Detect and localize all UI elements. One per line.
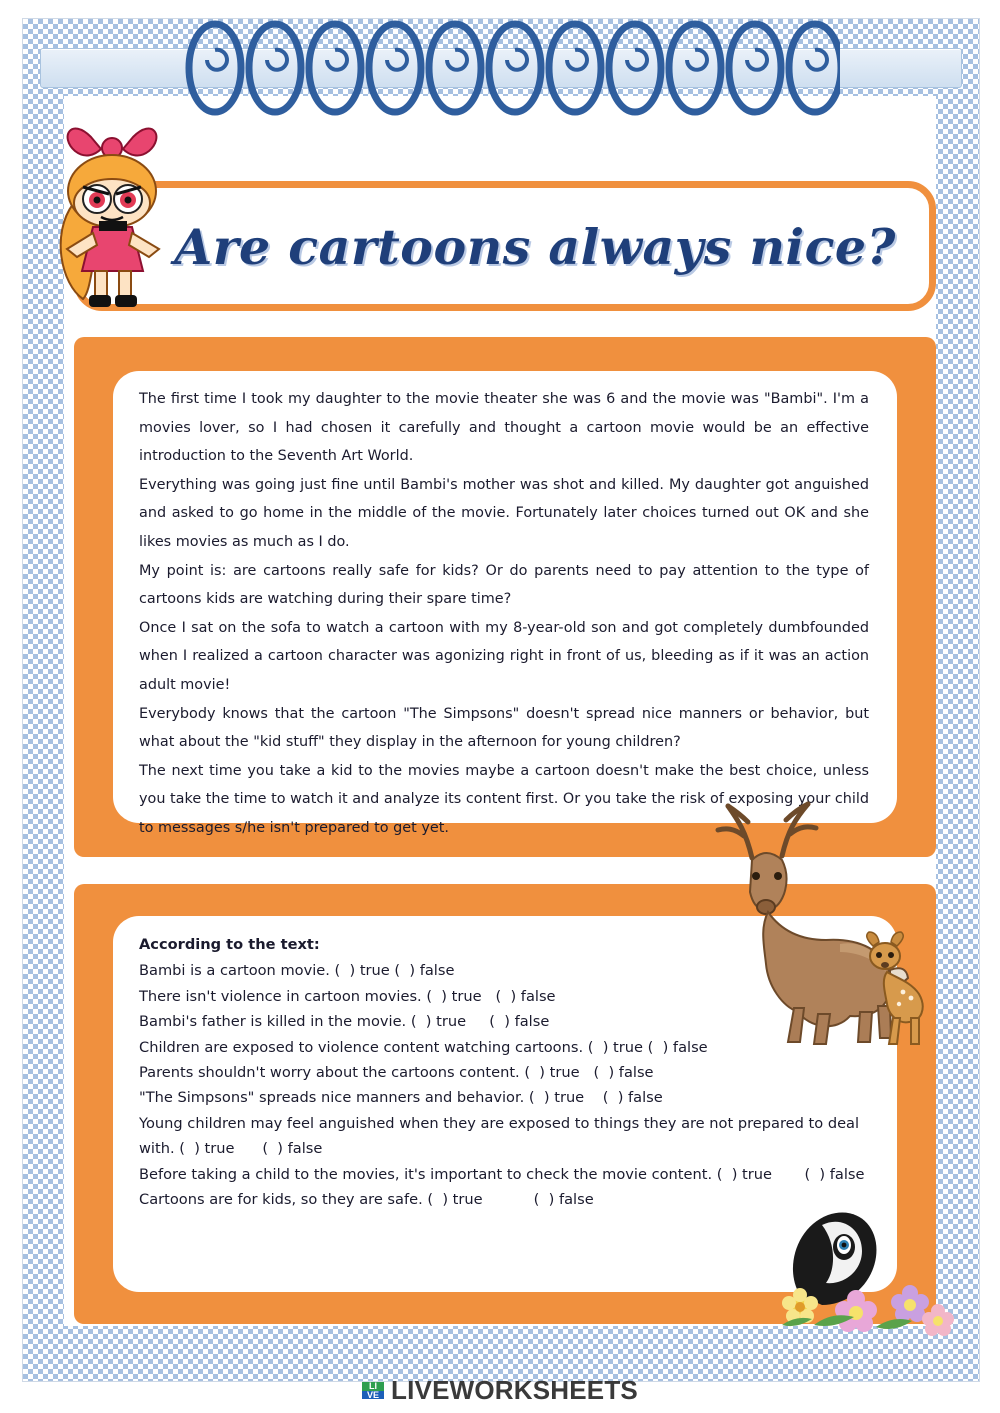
liveworksheets-badge-icon [362, 1378, 384, 1404]
reading-text [139, 385, 869, 843]
reading-paragraph: The next time you take a kid to the movies maybe a cartoon doesn't make the best choice, unless you take the time to watch it and analyze its content first. Or you take the risk of exposing your child to messages s/he isn't prepared to get yet. [139, 762, 869, 836]
question-item[interactable]: Children are exposed to violence content watching cartoons. ( ) true ( ) false [139, 1038, 708, 1056]
reading-paragraph: The first time I took my daughter to the movie theater she was 6 and the movie was "Bambi". I'm a movies lover, so I had chosen it carefully and thought a cartoon movie would be an effective introduction to the Seventh Art World. [139, 391, 869, 465]
badge-letters-top: LI [362, 1382, 384, 1391]
page-title: Are cartoons always nice? [174, 218, 896, 276]
question-item[interactable]: Parents shouldn't worry about the cartoons content. ( ) true ( ) false [139, 1064, 654, 1082]
question-item[interactable]: "The Simpsons" spreads nice manners and behavior. ( ) true ( ) false [139, 1089, 663, 1107]
reading-paragraph: Everything was going just fine until Bambi's mother was shot and killed. My daughter got anguished and asked to go home in the middle of the movie. Fortunately later choices turned out OK and she likes movies as much as I do. [139, 476, 869, 550]
question-item[interactable]: There isn't violence in cartoon movies. ( ) true ( ) false [139, 987, 556, 1005]
question-item[interactable]: Cartoons are for kids, so they are safe. ( ) true ( ) false [139, 1191, 594, 1209]
reading-paragraph: Once I sat on the sofa to watch a cartoon with my 8-year-old son and got completely dumbfounded when I realized a cartoon character was agonizing right in front of us, bleeding as if it was an action adult movie! [139, 619, 869, 693]
binding-bar [40, 48, 962, 88]
reading-paragraph: My point is: are cartoons really safe for kids? Or do parents need to pay attention to the type of cartoons kids are watching during their spare time? [139, 562, 869, 608]
question-item[interactable]: Bambi's father is killed in the movie. ( ) true ( ) false [139, 1013, 550, 1031]
brand-name: LIVEWORKSHEETS [391, 1375, 638, 1405]
bambi-fawn-icon [855, 930, 945, 1050]
reading-paragraph: Everybody knows that the cartoon "The Simpsons" doesn't spread nice manners or behavior, but what about the "kid stuff" they display in the afternoon for young children? [139, 705, 869, 751]
question-item[interactable]: Before taking a child to the movies, it's important to check the movie content. ( ) true ( ) false [139, 1165, 865, 1183]
badge-letters-bottom: VE [362, 1391, 384, 1400]
question-item[interactable]: Bambi is a cartoon movie. ( ) true ( ) false [139, 962, 455, 980]
questions-heading: According to the text: [139, 936, 320, 953]
footer-logo [0, 1368, 1000, 1413]
skunk-flower-icon [770, 1185, 960, 1340]
powerpuff-girl-blossom-icon [33, 99, 198, 324]
question-item[interactable]: Young children may feel anguished when they are exposed to things they are not prepared to deal with. ( ) true ( ) false [139, 1114, 864, 1158]
